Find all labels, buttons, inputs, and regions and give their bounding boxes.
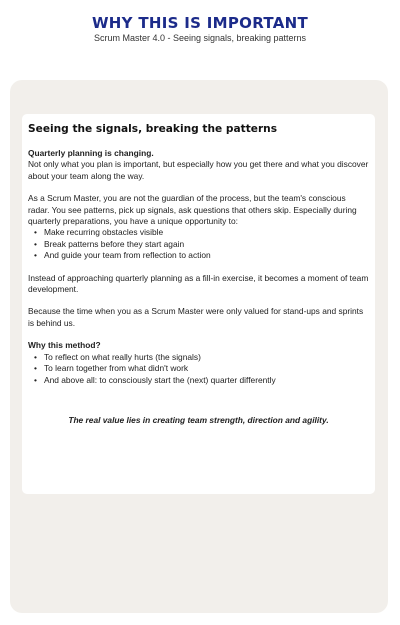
list-item: • And above all: to consciously start the (next) quarter differently bbox=[44, 375, 369, 386]
page-title: WHY THIS IS IMPORTANT bbox=[91, 14, 309, 32]
outer-card bbox=[10, 80, 388, 613]
paragraph-past: Because the time when you as a Scrum Master were only valued for stand-ups and sprints is behind us. bbox=[28, 306, 364, 328]
page-subtitle: Scrum Master 4.0 - Seeing signals, breaking patterns bbox=[93, 33, 307, 43]
subheading-method: Why this method? bbox=[28, 340, 101, 351]
opportunity-list bbox=[28, 227, 369, 261]
list-item: • To learn together from what didn't work bbox=[44, 363, 369, 374]
list-item: • And guide your team from reflection to action bbox=[44, 250, 369, 261]
method-list bbox=[28, 352, 369, 386]
list-item: • Break patterns before they start again bbox=[44, 239, 369, 250]
page-header bbox=[0, 14, 400, 44]
paragraph-intro: Not only what you plan is important, but especially how you get there and what you discover about your team along the way. bbox=[28, 159, 369, 181]
paragraph-role: As a Scrum Master, you are not the guardian of the process, but the team's conscious radar. You see patterns, pick up signals, ask questions that others skip. Especially during quarterly preparations, you have a unique opportunity to: bbox=[28, 193, 357, 227]
subheading-quarterly: Quarterly planning is changing. bbox=[28, 148, 154, 158]
paragraph-development: Instead of approaching quarterly planning as a fill-in exercise, it becomes a moment of team development. bbox=[28, 272, 369, 295]
card-title: Seeing the signals, breaking the patterns bbox=[28, 123, 278, 135]
list-item: • To reflect on what really hurts (the signals) bbox=[44, 352, 369, 363]
closing-statement: The real value lies in creating team strength, direction and agility. bbox=[68, 414, 329, 425]
list-item: • Make recurring obstacles visible bbox=[44, 227, 369, 238]
content-card bbox=[22, 114, 375, 494]
